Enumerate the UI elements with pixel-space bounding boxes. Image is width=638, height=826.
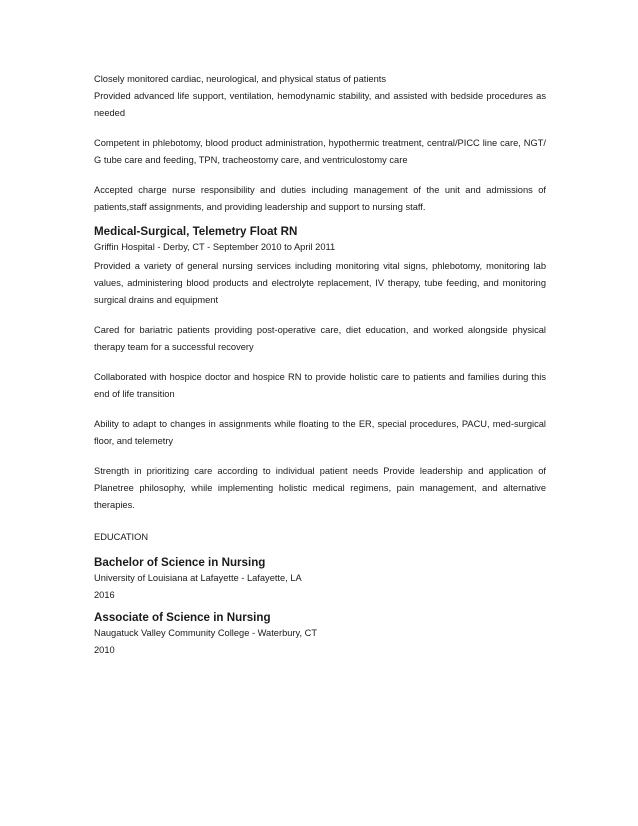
duty-line: Provided advanced life support, ventilation, hemodynamic stability, and assisted with bedside procedures as needed xyxy=(94,91,546,118)
job-title: Medical-Surgical, Telemetry Float RN xyxy=(94,225,298,238)
duty-line: Cared for bariatric patients providing post-operative care, diet education, and worked alongside physical therapy team for a successful recovery xyxy=(94,325,546,352)
degree-title: Associate of Science in Nursing xyxy=(94,611,271,624)
section-heading-education: EDUCATION xyxy=(94,532,149,542)
graduation-year: 2016 xyxy=(94,590,115,600)
resume-page xyxy=(94,71,546,659)
duty-line: Closely monitored cardiac, neurological, and physical status of patients xyxy=(94,74,386,84)
job-meta: Griffin Hospital - Derby, CT - September 2010 to April 2011 xyxy=(94,242,336,252)
degree-title: Bachelor of Science in Nursing xyxy=(94,556,266,569)
school-name: University of Louisiana at Lafayette - Lafayette, LA xyxy=(94,573,302,583)
duty-line: Collaborated with hospice doctor and hospice RN to provide holistic care to patients and families during this end of life transition xyxy=(94,372,546,399)
duty-line: Strength in prioritizing care according to individual patient needs Provide leadership and application of Planetree philosophy, while implementing holistic medical regimens, pain management, and alternative therapies. xyxy=(94,466,546,510)
graduation-year: 2010 xyxy=(94,645,115,655)
duty-line: Accepted charge nurse responsibility and duties including management of the unit and admissions of patients,staff assignments, and providing leadership and support to nursing staff. xyxy=(94,185,546,212)
duty-line: Ability to adapt to changes in assignments while floating to the ER, special procedures, PACU, med-surgical floor, and telemetry xyxy=(94,419,546,446)
duty-line: Provided a variety of general nursing services including monitoring vital signs, phlebotomy, monitoring lab values, administering blood products and electrolyte replacement, IV therapy, tube feeding, and monitoring surgical drains and equipment xyxy=(94,261,546,305)
duty-line: Competent in phlebotomy, blood product administration, hypothermic treatment, central/PICC line care, NGT/ G tube care and feeding, TPN, tracheostomy care, and ventriculostomy care xyxy=(94,138,546,165)
school-name: Naugatuck Valley Community College - Waterbury, CT xyxy=(94,628,318,638)
